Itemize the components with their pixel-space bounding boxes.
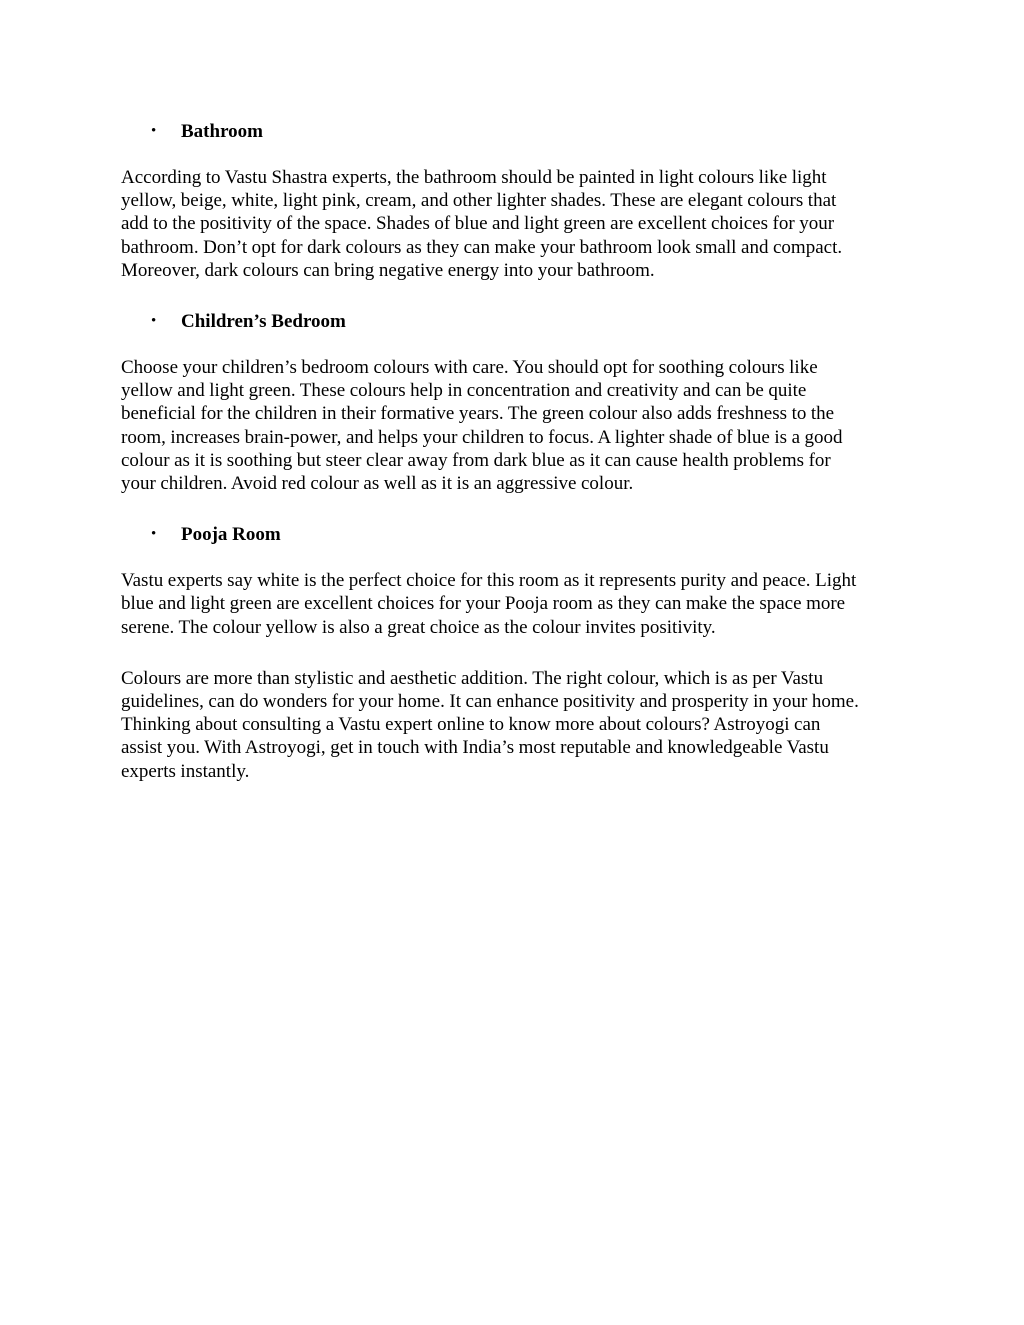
paragraph-closing <box>121 667 921 783</box>
heading-text: Children’s Bedroom <box>181 311 346 333</box>
paragraph-line: bathroom. Don’t opt for dark colours as they can make your bathroom look small and compact. <box>121 236 843 258</box>
paragraph-line: beneficial for the children in their formative years. The green colour also adds freshness to the <box>121 403 835 425</box>
paragraph-line: room, increases brain-power, and helps your children to focus. A lighter shade of blue is a good <box>121 426 843 448</box>
paragraph-line: According to Vastu Shastra experts, the bathroom should be painted in light colours like light <box>121 167 827 188</box>
paragraph-line: Choose your children’s bedroom colours with care. You should opt for soothing colours like <box>121 357 818 379</box>
paragraph-line: your children. Avoid red colour as well as it is an aggressive colour. <box>121 473 634 495</box>
bullet-marker: • <box>151 313 157 330</box>
paragraph-pooja-room <box>121 569 921 639</box>
paragraph-line: yellow, beige, white, light pink, cream, and other lighter shades. These are elegant colours that <box>121 190 837 212</box>
paragraph-line: Thinking about consulting a Vastu expert online to know more about colours? Astroyogi can <box>121 714 821 736</box>
paragraph-line: yellow and light green. These colours help in concentration and creativity and can be quite <box>121 380 807 402</box>
bullet-marker: • <box>151 123 157 139</box>
paragraph-bathroom <box>121 166 921 282</box>
heading-text: Pooja Room <box>181 524 281 546</box>
bullet-marker: • <box>151 526 157 543</box>
paragraph-line: Vastu experts say white is the perfect choice for this room as it represents purity and peace. Light <box>121 570 857 592</box>
paragraph-childrens-bedroom <box>121 356 921 495</box>
paragraph-line: Moreover, dark colours can bring negative energy into your bathroom. <box>121 259 655 281</box>
paragraph-line: add to the positivity of the space. Shades of blue and light green are excellent choices for your <box>121 213 835 235</box>
heading-text: Bathroom <box>181 121 263 142</box>
section-heading-childrens-bedroom <box>121 310 921 333</box>
paragraph-line: blue and light green are excellent choices for your Pooja room as they can make the space more <box>121 593 846 615</box>
paragraph-line: Colours are more than stylistic and aesthetic addition. The right colour, which is as per Vastu <box>121 667 824 689</box>
document-content <box>121 120 921 783</box>
paragraph-line: guidelines, can do wonders for your home. It can enhance positivity and prosperity in your home. <box>121 691 859 713</box>
paragraph-line: assist you. With Astroyogi, get in touch with India’s most reputable and knowledgeable Vastu <box>121 737 829 759</box>
paragraph-line: colour as it is soothing but steer clear away from dark blue as it can cause health problems for <box>121 449 831 471</box>
section-heading-bathroom <box>121 120 921 143</box>
paragraph-line: experts instantly. <box>121 760 250 782</box>
paragraph-line: serene. The colour yellow is also a great choice as the colour invites positivity. <box>121 616 716 638</box>
section-heading-pooja-room <box>121 523 921 546</box>
